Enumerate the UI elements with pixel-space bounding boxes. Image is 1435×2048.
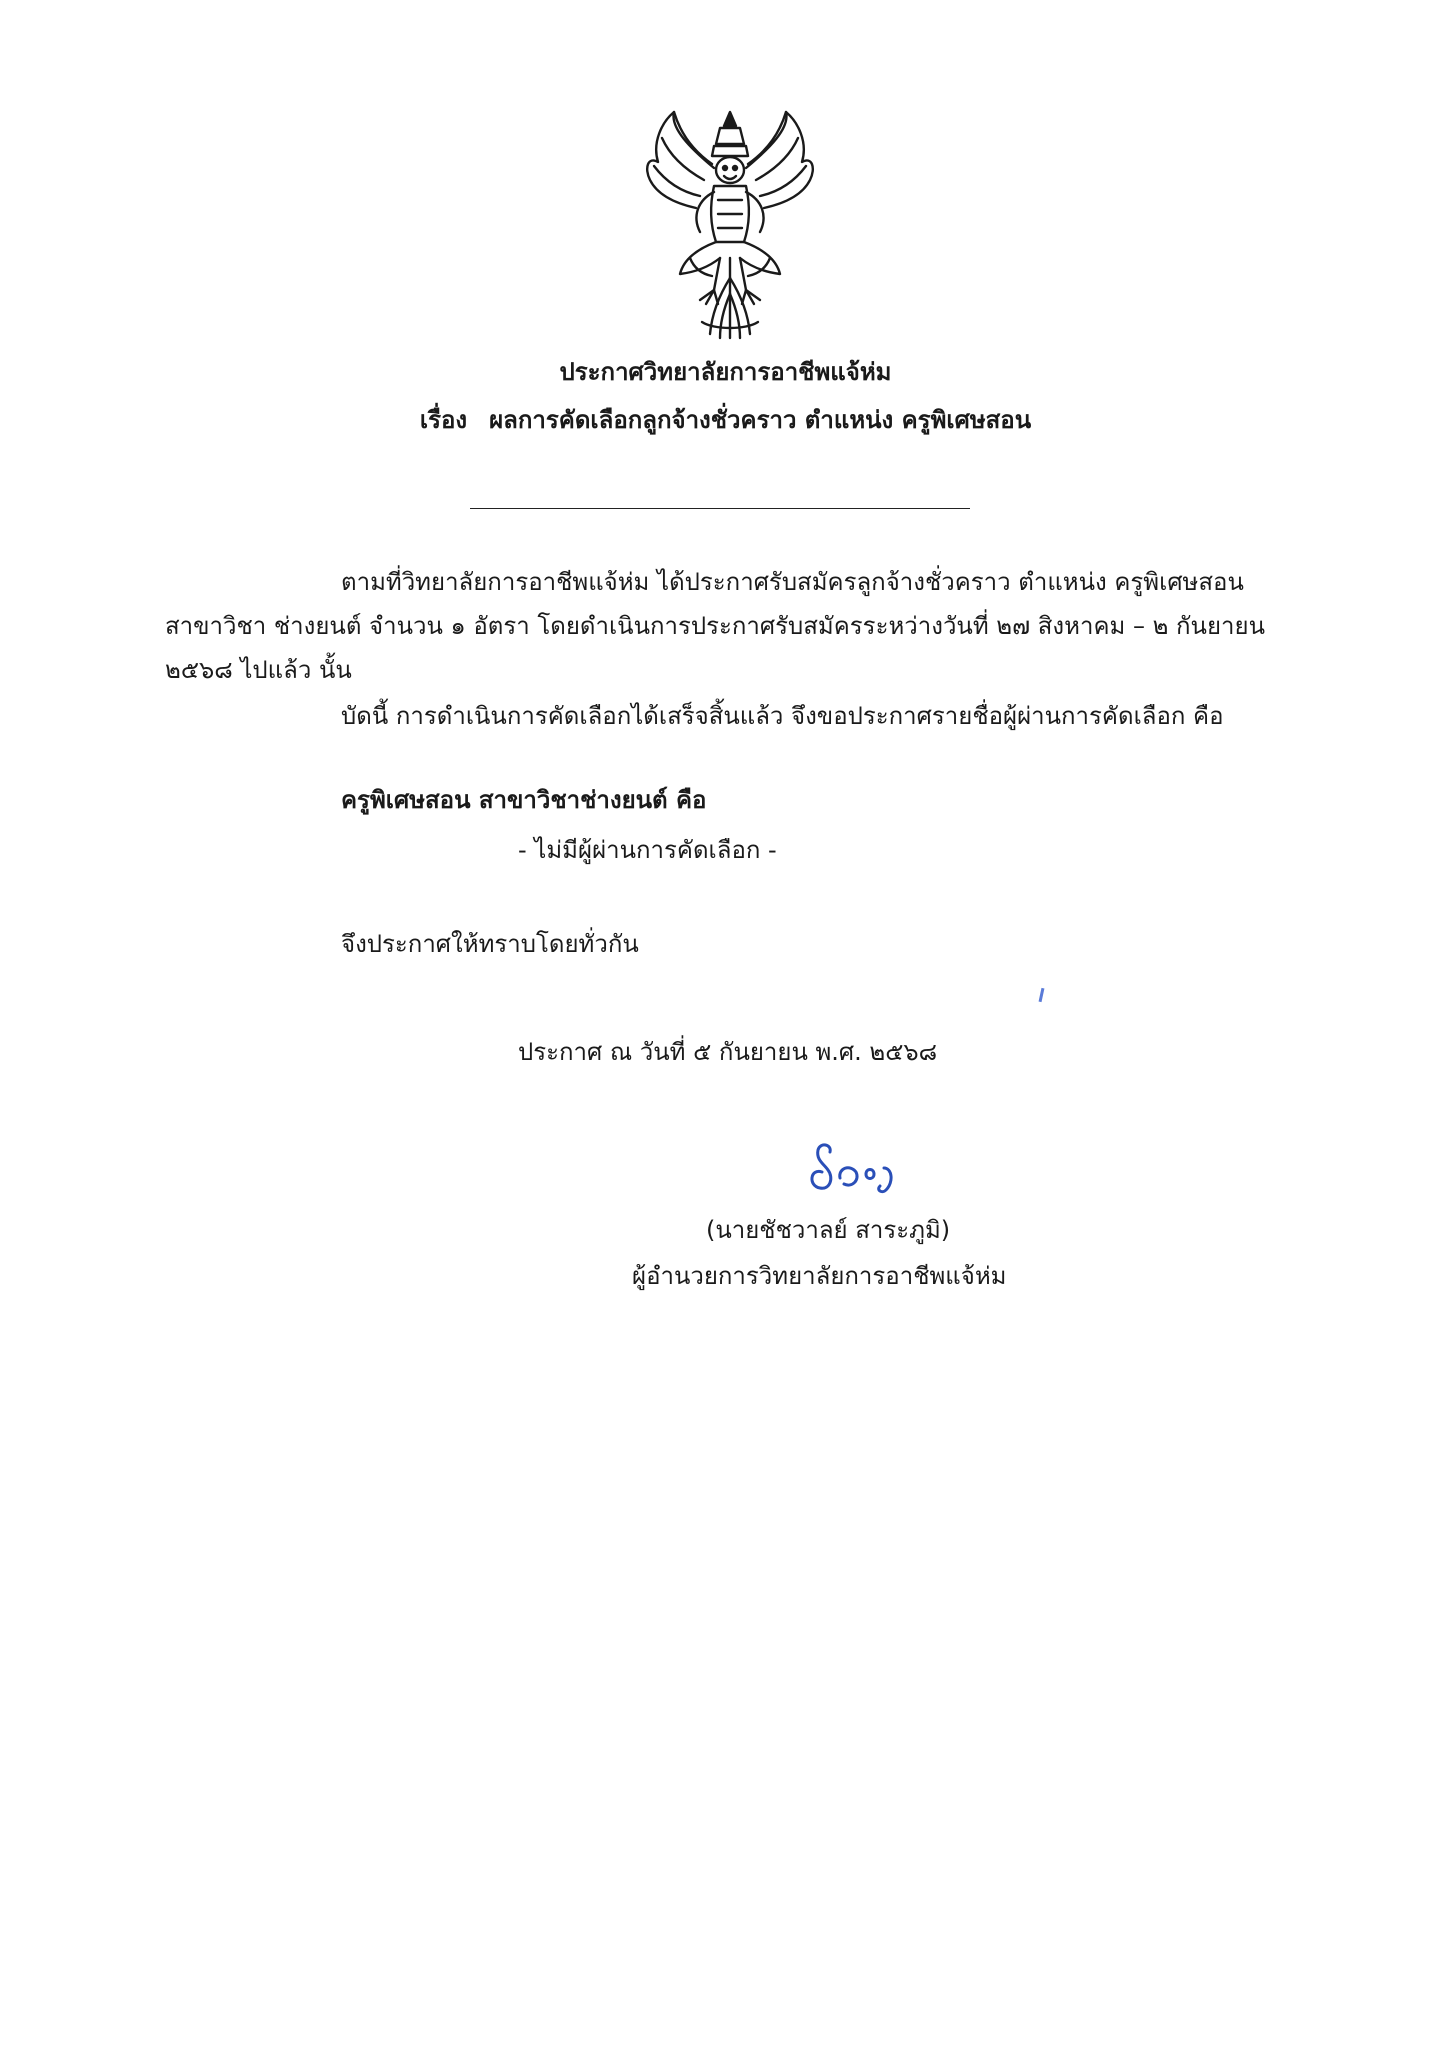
paragraph-1-line-2: สาขาวิชา ช่างยนต์ จำนวน ๑ อัตรา โดยดำเนินการประกาศรับสมัครระหว่างวันที่ ๒๗ สิงหาคม – ๒ กันยายน bbox=[165, 612, 1265, 640]
paragraph-1-line-1: ตามที่วิทยาลัยการอาชีพแจ้ห่ม ได้ประกาศรับสมัครลูกจ้างชั่วคราว ตำแหน่ง ครูพิเศษสอน bbox=[341, 568, 1244, 596]
announcement-date: ประกาศ ณ วันที่ ๕ กันยายน พ.ศ. ๒๕๖๘ bbox=[518, 1038, 938, 1066]
paragraph-2: บัดนี้ การดำเนินการคัดเลือกได้เสร็จสิ้นแล้ว จึงขอประกาศรายชื่อผู้ผ่านการคัดเลือก คือ bbox=[341, 702, 1224, 730]
subject-text: ผลการคัดเลือกลูกจ้างชั่วคราว ตำแหน่ง ครูพิเศษสอน bbox=[489, 406, 1032, 434]
garuda-emblem-icon bbox=[640, 108, 820, 344]
no-pass-notice: - ไม่มีผู้ผ่านการคัดเลือก - bbox=[518, 836, 777, 864]
handwritten-signature-icon bbox=[800, 1138, 910, 1202]
paragraph-1-line-3: ๒๕๖๘ ไปแล้ว นั้น bbox=[165, 656, 352, 684]
title-divider bbox=[470, 508, 970, 509]
position-heading: ครูพิเศษสอน สาขาวิชาช่างยนต์ คือ bbox=[341, 786, 707, 814]
subject-label: เรื่อง bbox=[419, 406, 468, 434]
announcement-title: ประกาศวิทยาลัยการอาชีพแจ้ห่ม bbox=[559, 358, 892, 386]
closing-notice: จึงประกาศให้ทราบโดยทั่วกัน bbox=[341, 930, 639, 958]
signer-name: (นายชัชวาลย์ สาระภูมิ) bbox=[706, 1216, 951, 1244]
announcement-subject bbox=[8, 404, 1435, 436]
signer-title: ผู้อำนวยการวิทยาลัยการอาชีพแจ้ห่ม bbox=[632, 1262, 1007, 1290]
stray-ink-mark bbox=[1039, 988, 1045, 1002]
